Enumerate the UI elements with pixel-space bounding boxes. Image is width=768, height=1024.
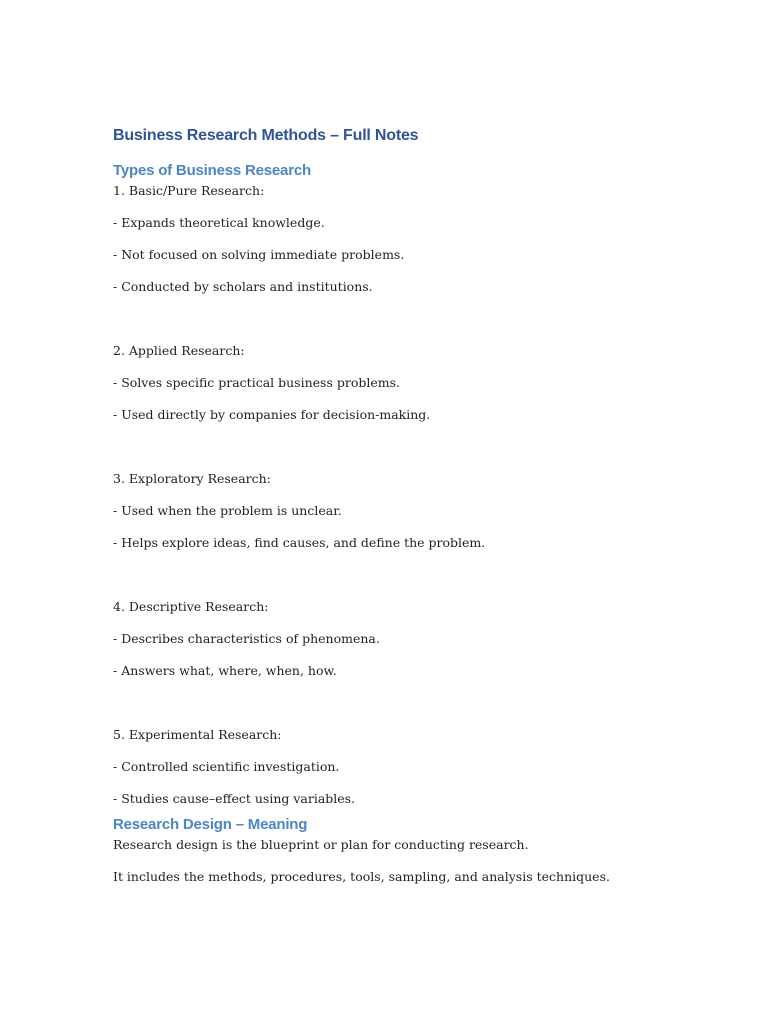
research-type-label: 2. Applied Research: (113, 343, 245, 358)
research-type-experimental (113, 726, 713, 814)
section-types-of-research (113, 160, 713, 814)
document-title: Business Research Methods – Full Notes (113, 127, 419, 144)
list-item: - Not focused on solving immediate problems. (113, 247, 405, 262)
list-item: - Used directly by companies for decision-making. (113, 407, 431, 422)
research-type-basic (113, 182, 713, 310)
research-type-label: 4. Descriptive Research: (113, 599, 269, 614)
section-research-design (113, 814, 713, 900)
list-item: - Conducted by scholars and institutions. (113, 279, 373, 294)
research-type-label: 5. Experimental Research: (113, 727, 282, 742)
list-item: - Describes characteristics of phenomena. (113, 631, 380, 646)
research-type-descriptive (113, 598, 713, 694)
research-type-applied (113, 342, 713, 438)
list-item: - Helps explore ideas, find causes, and define the problem. (113, 535, 486, 550)
list-item: - Studies cause–effect using variables. (113, 791, 356, 806)
paragraph-spacer (113, 566, 713, 598)
list-item: - Controlled scientific investigation. (113, 759, 340, 774)
list-item: - Solves specific practical business problems. (113, 375, 400, 390)
section-heading: Research Design – Meaning (113, 816, 308, 833)
paragraph-spacer (113, 438, 713, 470)
list-item: - Answers what, where, when, how. (113, 663, 337, 678)
section-heading: Types of Business Research (113, 162, 311, 179)
list-item: - Used when the problem is unclear. (113, 503, 342, 518)
body-paragraph: It includes the methods, procedures, tools, sampling, and analysis techniques. (113, 869, 610, 884)
body-paragraph: Research design is the blueprint or plan for conducting research. (113, 837, 529, 852)
research-type-exploratory (113, 470, 713, 566)
research-type-label: 3. Exploratory Research: (113, 471, 271, 486)
document-content (113, 124, 713, 900)
paragraph-spacer (113, 310, 713, 342)
research-type-label: 1. Basic/Pure Research: (113, 183, 265, 198)
list-item: - Expands theoretical knowledge. (113, 215, 325, 230)
paragraph-spacer (113, 694, 713, 726)
